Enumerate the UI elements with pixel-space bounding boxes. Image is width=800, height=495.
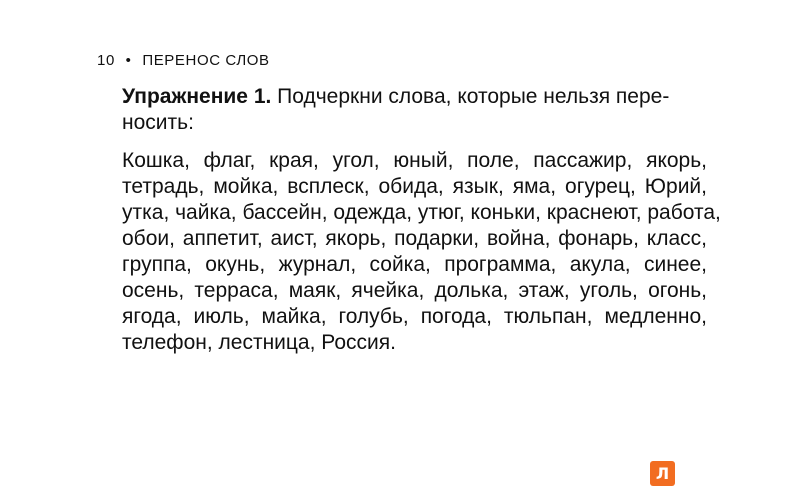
word-line: группа, окунь, журнал, сойка, программа, акула, синее, xyxy=(122,253,707,276)
word-list xyxy=(122,148,721,356)
exercise-title: Упражнение 1. xyxy=(122,85,272,108)
labirint-logo-icon xyxy=(650,461,675,486)
word-line: обои, аппетит, аист, якорь, подарки, война, фонарь, класс, xyxy=(122,227,707,250)
bullet-separator: • xyxy=(125,52,132,69)
word-line: телефон, лестница, Россия. xyxy=(122,331,396,354)
exercise-task xyxy=(122,84,722,136)
logo-letter: Л xyxy=(655,464,670,483)
word-line: Кошка, флаг, края, угол, юный, поле, пассажир, якорь, xyxy=(122,149,707,172)
page-number: 10 xyxy=(97,52,115,69)
section-title: ПЕРЕНОС СЛОВ xyxy=(142,52,270,69)
exercise-instruction: Подчеркни слова, которые нельзя пере- xyxy=(277,85,670,108)
word-line: тетрадь, мойка, всплеск, обида, язык, яма, огурец, Юрий, xyxy=(122,175,707,198)
word-line: утка, чайка, бассейн, одежда, утюг, коньки, краснеют, работа, xyxy=(122,201,721,224)
page-header xyxy=(97,52,270,69)
word-line: ягода, июль, майка, голубь, погода, тюльпан, медленно, xyxy=(122,305,707,328)
word-line: осень, терраса, маяк, ячейка, долька, этаж, уголь, огонь, xyxy=(122,279,707,302)
task-line-2: носить: xyxy=(122,111,194,134)
task-line-1 xyxy=(122,84,722,110)
